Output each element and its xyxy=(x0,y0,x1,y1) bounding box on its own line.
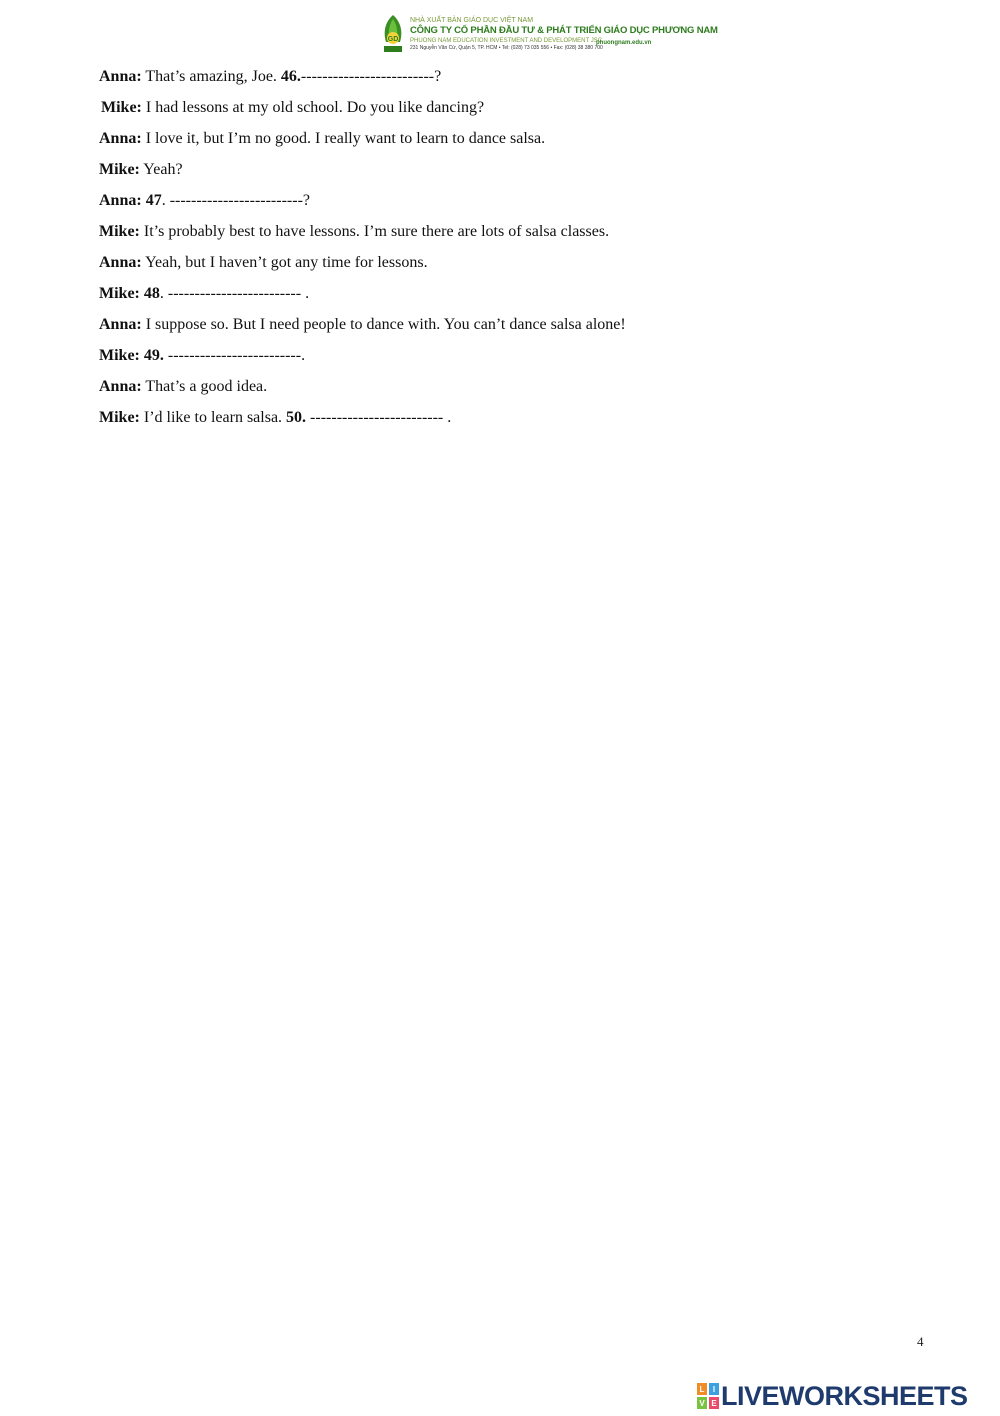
question-number: 49. xyxy=(143,347,164,364)
speaker-name: Mike: xyxy=(99,223,140,240)
question-number: 47 xyxy=(145,192,162,209)
line-text: I’d like to learn salsa. xyxy=(139,409,287,426)
speaker-name: Anna: xyxy=(99,130,142,147)
speaker-name: Mike: xyxy=(99,161,140,178)
speaker-name: Anna: xyxy=(99,68,142,85)
badge-letter: E xyxy=(711,1399,717,1408)
publisher-logo-icon xyxy=(380,14,406,56)
question-number: 50. xyxy=(286,409,307,426)
dialogue-line xyxy=(99,407,899,438)
dialogue-line xyxy=(99,159,899,190)
company-address: 231 Nguyễn Văn Cừ, Quận 5, TP. HCM • Tel: (028) 73 035 556 • Fax: (028) 38 380 700 xyxy=(410,45,603,51)
answer-blank[interactable]: . ------------------------- . xyxy=(159,285,310,302)
publisher-header xyxy=(380,14,718,60)
line-text: I love it, but I’m no good. I really want to learn to dance salsa. xyxy=(141,130,546,147)
line-text: Yeah? xyxy=(139,161,183,178)
publisher-name-line: NHÀ XUẤT BẢN GIÁO DỤC VIỆT NAM xyxy=(410,17,534,24)
dialogue-line xyxy=(99,252,899,283)
page-number: 4 xyxy=(917,1334,924,1349)
line-text: It’s probably best to have lessons. I’m sure there are lots of salsa classes. xyxy=(139,223,610,240)
company-website: phuongnam.edu.vn xyxy=(596,40,652,46)
dialogue-line xyxy=(99,283,899,314)
answer-blank[interactable]: -------------------------? xyxy=(300,68,442,85)
dialogue-line xyxy=(99,66,899,97)
line-text: I suppose so. But I need people to dance with. You can’t dance salsa alone! xyxy=(141,316,626,333)
dialogue-line xyxy=(99,190,899,221)
svg-text:GD: GD xyxy=(387,36,399,43)
speaker-name: Mike: xyxy=(99,285,140,302)
dialogue-line xyxy=(99,314,899,345)
answer-blank[interactable]: -------------------------. xyxy=(163,347,306,364)
answer-blank[interactable]: ------------------------- . xyxy=(306,409,452,426)
company-name-english: PHUONG NAM EDUCATION INVESTMENT AND DEVELOPMENT JSC xyxy=(410,38,603,44)
line-text: I had lessons at my old school. Do you like dancing? xyxy=(141,99,485,116)
badge-letter: L xyxy=(699,1385,705,1394)
speaker-name: Anna: xyxy=(99,316,142,333)
line-text: That’s a good idea. xyxy=(141,378,268,395)
speaker-name: Anna: xyxy=(99,192,142,209)
dialogue-line xyxy=(99,221,899,252)
speaker-name: Anna: xyxy=(99,378,142,395)
speaker-name: Mike: xyxy=(99,409,140,426)
liveworksheets-logo-icon xyxy=(697,1383,719,1409)
dialogue-line xyxy=(99,345,899,376)
speaker-name: Anna: xyxy=(99,254,142,271)
line-text: That’s amazing, Joe. xyxy=(141,68,281,85)
brand-text: LIVEWORKSHEETS xyxy=(721,1381,968,1411)
liveworksheets-brand[interactable] xyxy=(697,1381,997,1411)
question-number: 48 xyxy=(143,285,160,302)
dialogue-line xyxy=(99,97,899,128)
answer-blank[interactable]: . -------------------------? xyxy=(161,192,310,209)
dialogue-line xyxy=(99,376,899,407)
speaker-name: Mike: xyxy=(101,99,142,116)
line-text: Yeah, but I haven’t got any time for lessons. xyxy=(141,254,428,271)
badge-letter: I xyxy=(712,1385,716,1394)
question-number: 46. xyxy=(280,68,301,85)
company-name: CÔNG TY CỔ PHẦN ĐẦU TƯ & PHÁT TRIỂN GIÁO DỤC PHƯƠNG NAM xyxy=(410,25,718,36)
badge-letter: V xyxy=(699,1399,705,1408)
speaker-name: Mike: xyxy=(99,347,140,364)
dialogue-line xyxy=(99,128,899,159)
dialogue-exercise xyxy=(99,66,899,438)
